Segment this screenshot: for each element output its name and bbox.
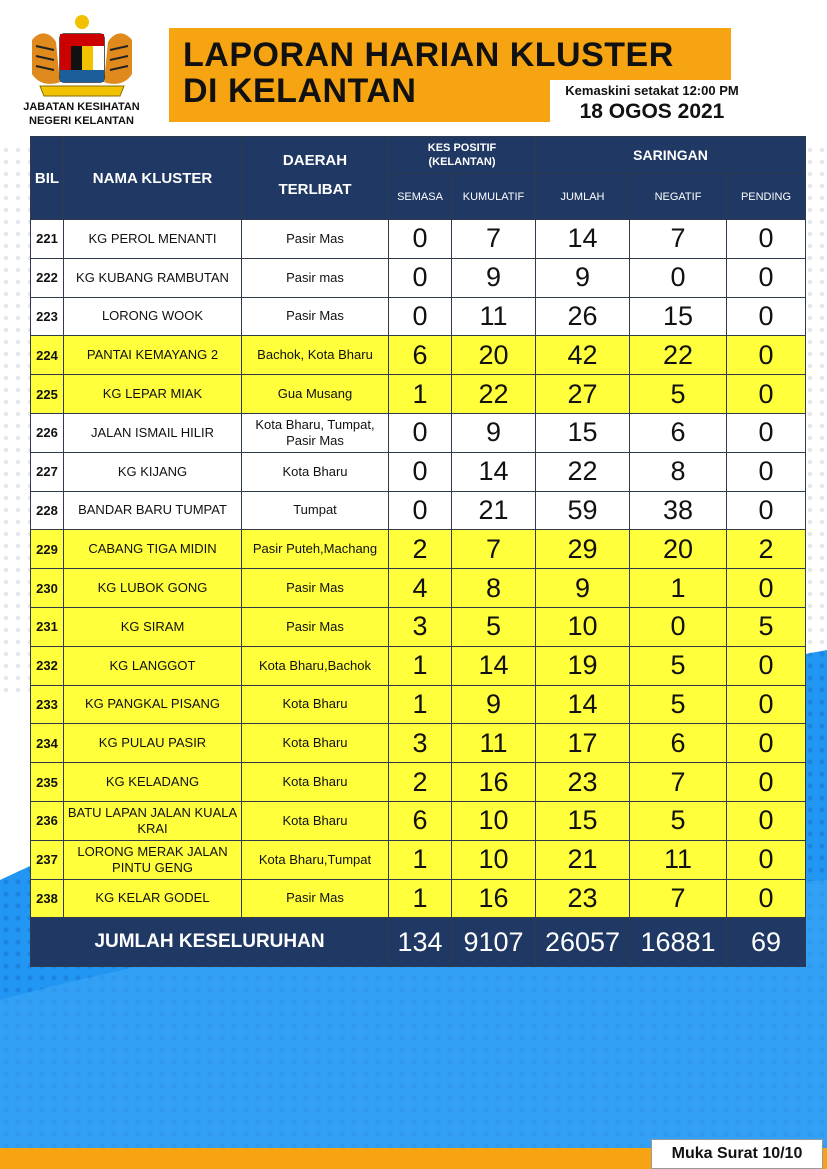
cell-jumlah: 9 xyxy=(536,569,630,608)
cell-negatif: 5 xyxy=(630,685,727,724)
table-row xyxy=(31,763,806,802)
cell-jumlah: 23 xyxy=(536,763,630,802)
cell-daerah: Pasir Mas xyxy=(242,879,389,918)
total-kumulatif: 9107 xyxy=(452,918,536,967)
cell-daerah: Kota Bharu xyxy=(242,763,389,802)
cell-jumlah: 14 xyxy=(536,220,630,259)
cell-semasa: 0 xyxy=(389,452,452,491)
cell-nama-kluster: KG KUBANG RAMBUTAN xyxy=(64,258,242,297)
cell-negatif: 38 xyxy=(630,491,727,530)
cell-pending: 0 xyxy=(727,724,806,763)
cell-pending: 0 xyxy=(727,297,806,336)
table-row xyxy=(31,491,806,530)
total-semasa: 134 xyxy=(389,918,452,967)
cell-jumlah: 42 xyxy=(536,336,630,375)
header-bil: BIL xyxy=(31,137,64,220)
cell-semasa: 6 xyxy=(389,801,452,840)
table-row xyxy=(31,258,806,297)
update-date: 18 OGOS 2021 xyxy=(579,100,725,123)
update-info xyxy=(550,80,754,126)
cell-kumulatif: 11 xyxy=(452,724,536,763)
cell-pending: 0 xyxy=(727,840,806,879)
total-label: JUMLAH KESELURUHAN xyxy=(31,918,389,967)
cell-daerah: Kota Bharu xyxy=(242,452,389,491)
header-daerah xyxy=(242,137,389,220)
table-row xyxy=(31,685,806,724)
cell-nama-kluster: JALAN ISMAIL HILIR xyxy=(64,413,242,452)
cell-daerah: Kota Bharu,Tumpat xyxy=(242,840,389,879)
cell-negatif: 7 xyxy=(630,763,727,802)
cell-daerah: Pasir Mas xyxy=(242,607,389,646)
table-row xyxy=(31,375,806,414)
cell-semasa: 1 xyxy=(389,646,452,685)
cell-kumulatif: 8 xyxy=(452,569,536,608)
header-kes-positif-line-1: KES POSITIF xyxy=(427,142,497,154)
cell-daerah: Kota Bharu xyxy=(242,724,389,763)
cell-kumulatif: 10 xyxy=(452,840,536,879)
cell-bil: 235 xyxy=(31,763,64,802)
total-row xyxy=(31,918,806,967)
cell-pending: 0 xyxy=(727,452,806,491)
cell-bil: 234 xyxy=(31,724,64,763)
cell-daerah: Pasir Mas xyxy=(242,220,389,259)
cell-bil: 223 xyxy=(31,297,64,336)
cell-semasa: 0 xyxy=(389,491,452,530)
cell-semasa: 0 xyxy=(389,220,452,259)
cell-bil: 232 xyxy=(31,646,64,685)
table-row xyxy=(31,646,806,685)
cell-semasa: 6 xyxy=(389,336,452,375)
cell-negatif: 22 xyxy=(630,336,727,375)
cell-semasa: 3 xyxy=(389,724,452,763)
total-pending: 69 xyxy=(727,918,806,967)
page-number: Muka Surat 10/10 xyxy=(651,1139,823,1169)
cell-nama-kluster: KG KELAR GODEL xyxy=(64,879,242,918)
cell-kumulatif: 21 xyxy=(452,491,536,530)
cell-jumlah: 21 xyxy=(536,840,630,879)
cell-semasa: 3 xyxy=(389,607,452,646)
cell-daerah: Kota Bharu xyxy=(242,801,389,840)
cell-negatif: 6 xyxy=(630,724,727,763)
cluster-rows xyxy=(31,220,806,918)
cell-nama-kluster: KG PANGKAL PISANG xyxy=(64,685,242,724)
cell-negatif: 8 xyxy=(630,452,727,491)
cell-pending: 5 xyxy=(727,607,806,646)
header-nama-kluster: NAMA KLUSTER xyxy=(64,137,242,220)
update-label: Kemaskini setakat 12:00 PM xyxy=(565,83,739,98)
cell-kumulatif: 9 xyxy=(452,258,536,297)
cell-negatif: 15 xyxy=(630,297,727,336)
cell-negatif: 7 xyxy=(630,879,727,918)
cell-semasa: 1 xyxy=(389,840,452,879)
cell-negatif: 0 xyxy=(630,258,727,297)
cell-daerah: Pasir Mas xyxy=(242,297,389,336)
cell-pending: 0 xyxy=(727,685,806,724)
cell-jumlah: 10 xyxy=(536,607,630,646)
cell-bil: 229 xyxy=(31,530,64,569)
malaysia-coat-of-arms-icon xyxy=(20,12,144,102)
cell-negatif: 0 xyxy=(630,607,727,646)
table-row xyxy=(31,607,806,646)
cell-negatif: 7 xyxy=(630,220,727,259)
cell-nama-kluster: KG KIJANG xyxy=(64,452,242,491)
cell-nama-kluster: CABANG TIGA MIDIN xyxy=(64,530,242,569)
table-row xyxy=(31,879,806,918)
cell-pending: 0 xyxy=(727,220,806,259)
cell-pending: 0 xyxy=(727,336,806,375)
cell-nama-kluster: KG KELADANG xyxy=(64,763,242,802)
cell-pending: 2 xyxy=(727,530,806,569)
cell-jumlah: 15 xyxy=(536,801,630,840)
cell-semasa: 1 xyxy=(389,685,452,724)
cell-kumulatif: 16 xyxy=(452,763,536,802)
cell-pending: 0 xyxy=(727,375,806,414)
cell-pending: 0 xyxy=(727,569,806,608)
cell-bil: 222 xyxy=(31,258,64,297)
cell-semasa: 2 xyxy=(389,763,452,802)
cell-nama-kluster: KG PULAU PASIR xyxy=(64,724,242,763)
cell-semasa: 0 xyxy=(389,258,452,297)
cell-bil: 226 xyxy=(31,413,64,452)
cell-jumlah: 29 xyxy=(536,530,630,569)
header-semasa: SEMASA xyxy=(389,174,452,220)
table-row xyxy=(31,297,806,336)
cell-kumulatif: 16 xyxy=(452,879,536,918)
cell-daerah: Tumpat xyxy=(242,491,389,530)
cell-jumlah: 59 xyxy=(536,491,630,530)
cell-semasa: 1 xyxy=(389,375,452,414)
cell-jumlah: 22 xyxy=(536,452,630,491)
cell-nama-kluster: LORONG WOOK xyxy=(64,297,242,336)
cell-jumlah: 17 xyxy=(536,724,630,763)
header-daerah-line-1: DAERAH xyxy=(282,152,348,169)
cell-semasa: 4 xyxy=(389,569,452,608)
header-saringan: SARINGAN xyxy=(536,137,806,174)
cell-nama-kluster: KG LANGGOT xyxy=(64,646,242,685)
cell-kumulatif: 9 xyxy=(452,413,536,452)
cell-negatif: 5 xyxy=(630,646,727,685)
cell-bil: 227 xyxy=(31,452,64,491)
cell-nama-kluster: KG SIRAM xyxy=(64,607,242,646)
agency-name xyxy=(4,100,159,128)
header-kumulatif: KUMULATIF xyxy=(452,174,536,220)
cell-bil: 233 xyxy=(31,685,64,724)
agency-line-1: JABATAN KESIHATAN xyxy=(23,101,140,113)
cell-daerah: Kota Bharu,Bachok xyxy=(242,646,389,685)
cell-bil: 228 xyxy=(31,491,64,530)
cell-pending: 0 xyxy=(727,801,806,840)
total-jumlah: 26057 xyxy=(536,918,630,967)
cell-nama-kluster: PANTAI KEMAYANG 2 xyxy=(64,336,242,375)
cell-jumlah: 23 xyxy=(536,879,630,918)
cell-kumulatif: 10 xyxy=(452,801,536,840)
cell-bil: 221 xyxy=(31,220,64,259)
cell-bil: 236 xyxy=(31,801,64,840)
cell-jumlah: 19 xyxy=(536,646,630,685)
cell-nama-kluster: LORONG MERAK JALAN PINTU GENG xyxy=(64,840,242,879)
header-kes-positif-line-2: (KELANTAN) xyxy=(428,156,496,168)
cell-semasa: 1 xyxy=(389,879,452,918)
cell-bil: 231 xyxy=(31,607,64,646)
cell-pending: 0 xyxy=(727,763,806,802)
agency-line-2: NEGERI KELANTAN xyxy=(29,115,134,127)
cell-nama-kluster: BATU LAPAN JALAN KUALA KRAI xyxy=(64,801,242,840)
table-row xyxy=(31,530,806,569)
cell-kumulatif: 7 xyxy=(452,220,536,259)
cell-negatif: 11 xyxy=(630,840,727,879)
cell-negatif: 20 xyxy=(630,530,727,569)
cell-bil: 237 xyxy=(31,840,64,879)
cell-kumulatif: 20 xyxy=(452,336,536,375)
cell-negatif: 6 xyxy=(630,413,727,452)
cell-bil: 238 xyxy=(31,879,64,918)
table-row xyxy=(31,724,806,763)
table-row xyxy=(31,569,806,608)
cell-nama-kluster: KG LUBOK GONG xyxy=(64,569,242,608)
cell-negatif: 5 xyxy=(630,801,727,840)
table-row xyxy=(31,840,806,879)
cell-semasa: 0 xyxy=(389,413,452,452)
cell-jumlah: 14 xyxy=(536,685,630,724)
cell-daerah: Kota Bharu xyxy=(242,685,389,724)
cell-pending: 0 xyxy=(727,879,806,918)
cell-jumlah: 27 xyxy=(536,375,630,414)
cell-semasa: 0 xyxy=(389,297,452,336)
cell-nama-kluster: KG LEPAR MIAK xyxy=(64,375,242,414)
cell-jumlah: 9 xyxy=(536,258,630,297)
cell-jumlah: 15 xyxy=(536,413,630,452)
cell-pending: 0 xyxy=(727,491,806,530)
table-row xyxy=(31,220,806,259)
cell-negatif: 1 xyxy=(630,569,727,608)
cell-kumulatif: 9 xyxy=(452,685,536,724)
cell-nama-kluster: BANDAR BARU TUMPAT xyxy=(64,491,242,530)
table-row xyxy=(31,336,806,375)
cell-pending: 0 xyxy=(727,258,806,297)
cell-negatif: 5 xyxy=(630,375,727,414)
cell-kumulatif: 5 xyxy=(452,607,536,646)
table-row xyxy=(31,801,806,840)
cluster-table xyxy=(30,136,806,967)
report-title-line-2: DI KELANTAN xyxy=(183,72,417,110)
cell-daerah: Kota Bharu, Tumpat, Pasir Mas xyxy=(242,413,389,452)
cell-pending: 0 xyxy=(727,646,806,685)
cell-daerah: Gua Musang xyxy=(242,375,389,414)
cell-daerah: Pasir mas xyxy=(242,258,389,297)
header-pending: PENDING xyxy=(727,174,806,220)
cell-jumlah: 26 xyxy=(536,297,630,336)
table-row xyxy=(31,413,806,452)
cell-daerah: Bachok, Kota Bharu xyxy=(242,336,389,375)
cell-nama-kluster: KG PEROL MENANTI xyxy=(64,220,242,259)
cell-daerah: Pasir Puteh,Machang xyxy=(242,530,389,569)
header-kes-positif xyxy=(389,137,536,174)
header-negatif: NEGATIF xyxy=(630,174,727,220)
cell-semasa: 2 xyxy=(389,530,452,569)
total-negatif: 16881 xyxy=(630,918,727,967)
cell-bil: 230 xyxy=(31,569,64,608)
cell-daerah: Pasir Mas xyxy=(242,569,389,608)
cell-kumulatif: 11 xyxy=(452,297,536,336)
table-row xyxy=(31,452,806,491)
cell-pending: 0 xyxy=(727,413,806,452)
cell-kumulatif: 14 xyxy=(452,646,536,685)
cell-bil: 225 xyxy=(31,375,64,414)
cell-kumulatif: 22 xyxy=(452,375,536,414)
header-daerah-line-2: TERLIBAT xyxy=(278,181,352,198)
cell-kumulatif: 14 xyxy=(452,452,536,491)
cell-kumulatif: 7 xyxy=(452,530,536,569)
header-jumlah: JUMLAH xyxy=(536,174,630,220)
report-title-line-1: LAPORAN HARIAN KLUSTER xyxy=(183,36,674,74)
cell-bil: 224 xyxy=(31,336,64,375)
